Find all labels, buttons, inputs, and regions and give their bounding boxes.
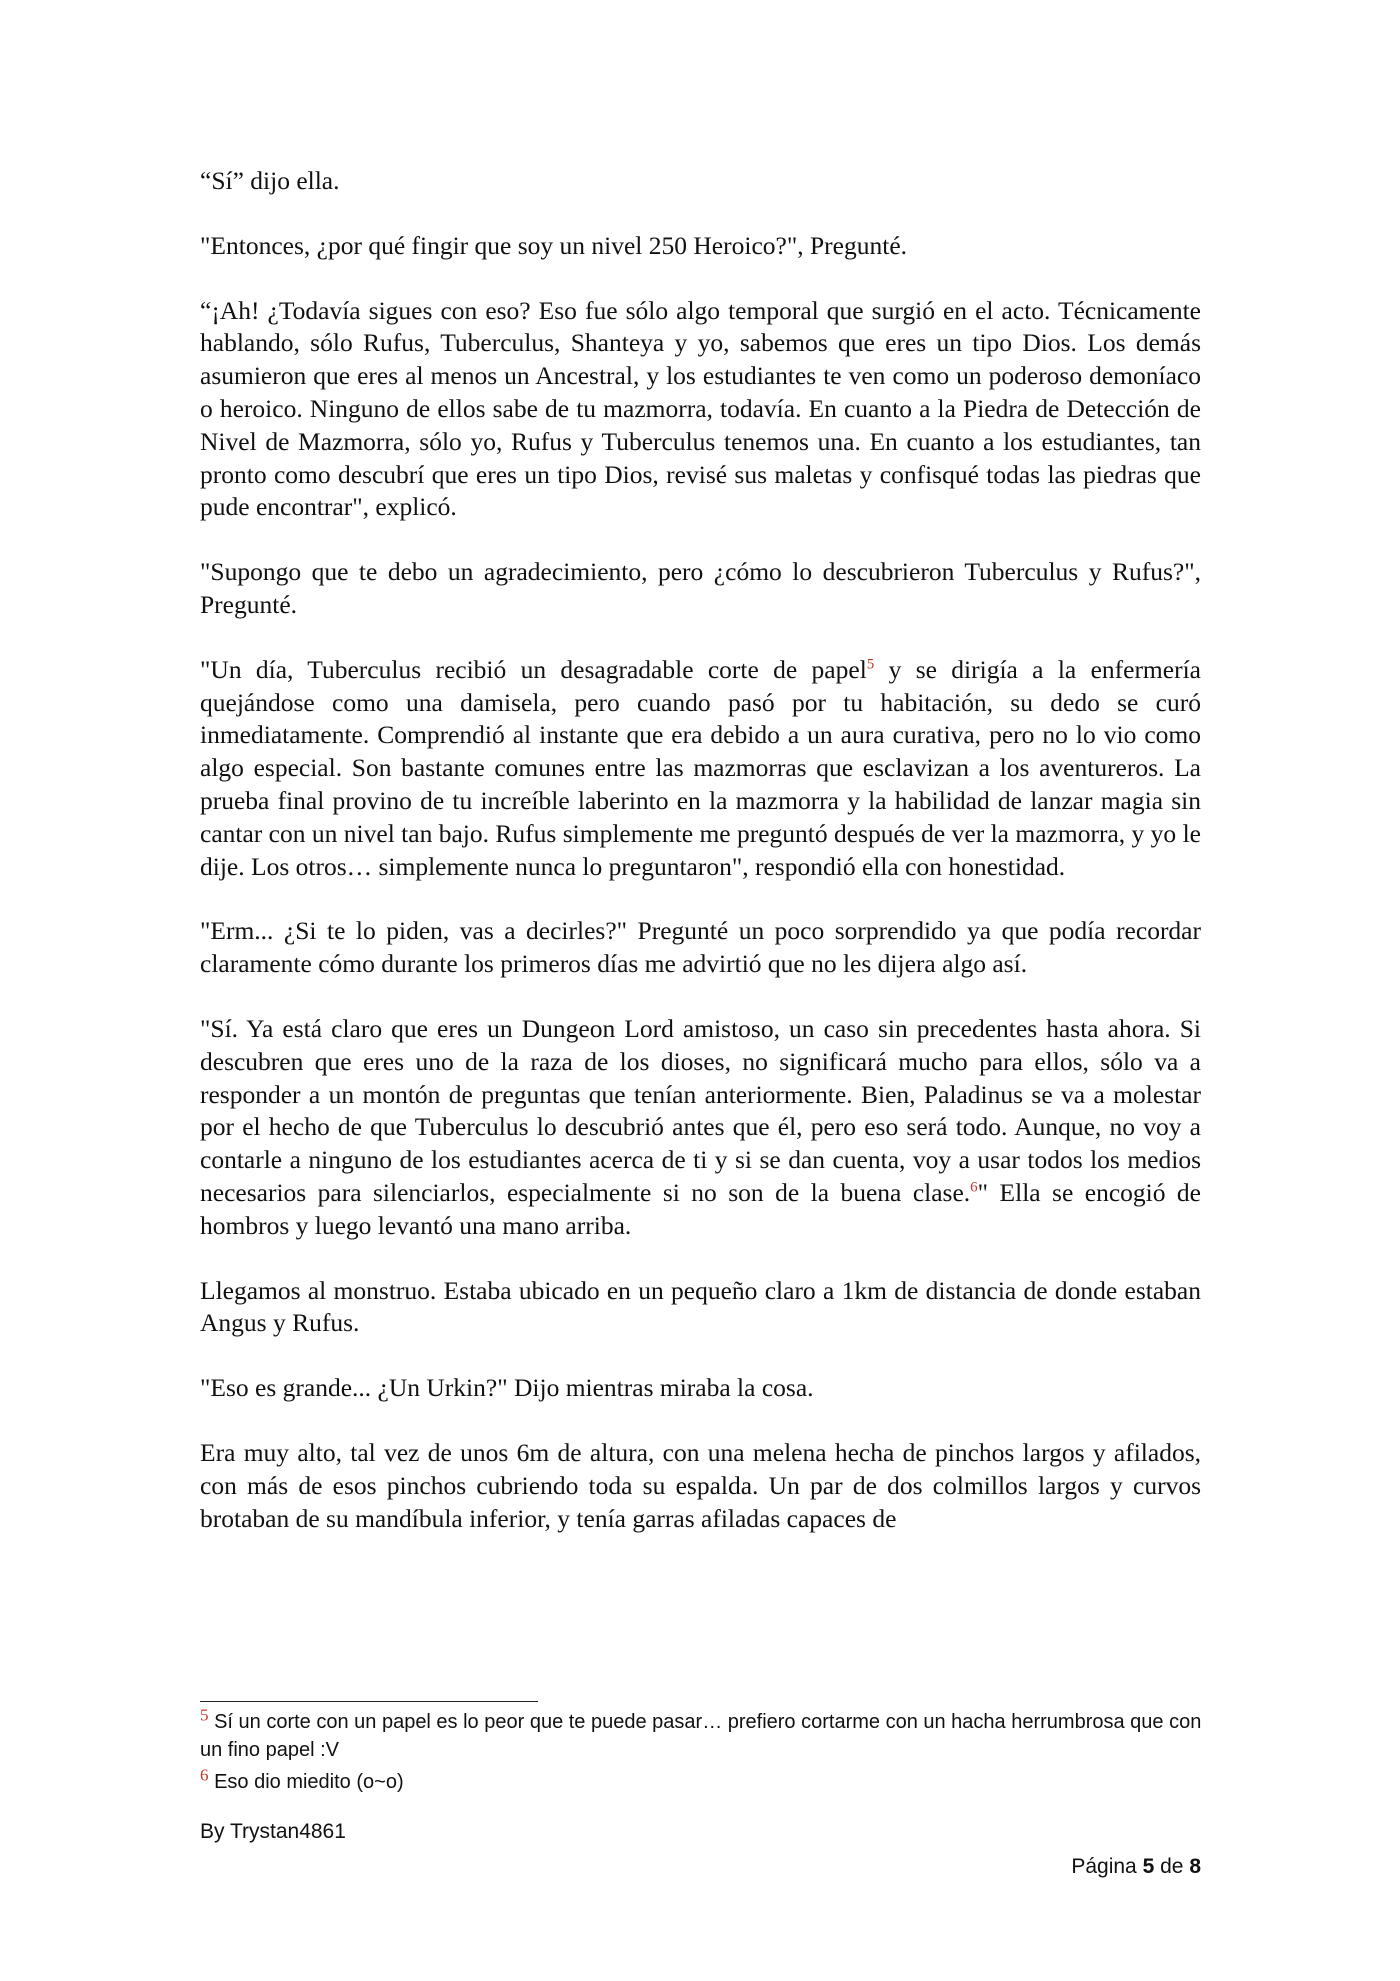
footnote-text: Eso dio miedito (o~o) <box>214 1771 404 1793</box>
paragraph-text: " Ella se encogió de hombros y luego levantó una mano arriba. <box>200 1177 1201 1240</box>
footnote <box>200 1705 1205 1764</box>
page-separator: de <box>1160 1855 1184 1878</box>
paragraph: "Eso es grande... ¿Un Urkin?" Dijo mientras miraba la cosa. <box>200 1373 814 1403</box>
paragraph: "Entonces, ¿por qué fingir que soy un nivel 250 Heroico?", Pregunté. <box>200 230 908 260</box>
paragraph: "Erm... ¿Si te lo piden, vas a decirles?" Pregunté un poco sorprendido ya que podía recordar claramente cómo durante los primeros días me advirtió que no les dijera algo así. <box>200 916 1201 979</box>
paragraph-with-footnote <box>200 654 1201 884</box>
author-byline: By Trystan4861 <box>200 1820 346 1843</box>
paragraph-with-footnote <box>200 1013 1201 1243</box>
total-pages: 8 <box>1189 1855 1201 1878</box>
page-label: Página <box>1071 1855 1137 1878</box>
footnote-text: Sí un corte con un papel es lo peor que te puede pasar… prefiero cortarme con un hacha herrumbrosa que con un fino papel :V <box>200 1711 1202 1761</box>
footnote-separator <box>200 1701 538 1702</box>
paragraph: “¡Ah! ¿Todavía sigues con eso? Eso fue sólo algo temporal que surgió en el acto. Técnicamente hablando, sólo Rufus, Tuberculus, Shanteya y yo, sabemos que eres un tipo Dios. Los demás asumieron que eres al menos un Ancestral, y los estudiantes te ven como un poderoso demoníaco o heroico. Ninguno de ellos sabe de tu mazmorra, todavía. En cuanto a la Piedra de Detección de Nivel de Mazmorra, sólo yo, Rufus y Tuberculus tenemos una. En cuanto a los estudiantes, tan pronto como descubrí que eres un tipo Dios, revisé sus maletas y confisqué todas las piedras que pude encontrar", explicó. <box>200 295 1201 522</box>
paragraph: "Supongo que te debo un agradecimiento, pero ¿cómo lo descubrieron Tuberculus y Rufus?", Pregunté. <box>200 557 1201 619</box>
body-text <box>200 165 1201 1567</box>
current-page: 5 <box>1142 1855 1155 1878</box>
paragraph-text: "Sí. Ya está claro que eres un Dungeon Lord amistoso, un caso sin precedentes hasta ahora. Si descubren que eres uno de la raza de los dioses, no significará mucho para ellos, sólo va a responder a un montón de preguntas que tenían anteriormente. Bien, Paladinus se va a molestar por el hecho de que Tuberculus lo descubrió antes que él, pero eso será todo. Aunque, no voy a contarle a ninguno de los estudiantes acerca de ti y si se dan cuenta, voy a usar todos los medios necesarios para silenciarlos, especialmente si no son de la buena clase. <box>200 1013 1201 1207</box>
paragraph-text: y se dirigía a la enfermería quejándose como una damisela, pero cuando pasó por tu habitación, su dedo se curó inmediatamente. Comprendió al instante que era debido a un aura curativa, pero no lo vio como algo especial. Son bastante comunes entre las mazmorras que esclavizan a los aventureros. La prueba final provino de tu increíble laberinto en la mazmorra y la habilidad de lanzar magia sin cantar con un nivel tan bajo. Rufus simplemente me preguntó después de ver la mazmorra, y yo le dije. Los otros… simplemente nunca lo preguntaron", respondió ella con honestidad. <box>200 654 1201 881</box>
footnote-reference[interactable]: 5 <box>866 656 875 673</box>
footnote-number: 5 <box>200 1705 209 1725</box>
footnote-number: 6 <box>200 1765 209 1785</box>
paragraph: Llegamos al monstruo. Estaba ubicado en un pequeño claro a 1km de distancia de donde estaban Angus y Rufus. <box>200 1275 1201 1338</box>
paragraph: Era muy alto, tal vez de unos 6m de altura, con una melena hecha de pinchos largos y afilados, con más de esos pinchos cubriendo toda su espalda. Un par de dos colmillos largos y curvos brotaban de su mandíbula inferior, y tenía garras afiladas capaces de <box>200 1437 1201 1533</box>
page-number <box>1071 1855 1201 1879</box>
paragraph-text: "Un día, Tuberculus recibió un desagradable corte de papel <box>200 654 867 684</box>
footnote-reference[interactable]: 6 <box>970 1179 978 1196</box>
footnotes <box>200 1705 1205 1800</box>
footnote <box>200 1765 1205 1796</box>
paragraph: “Sí” dijo ella. <box>200 166 340 195</box>
